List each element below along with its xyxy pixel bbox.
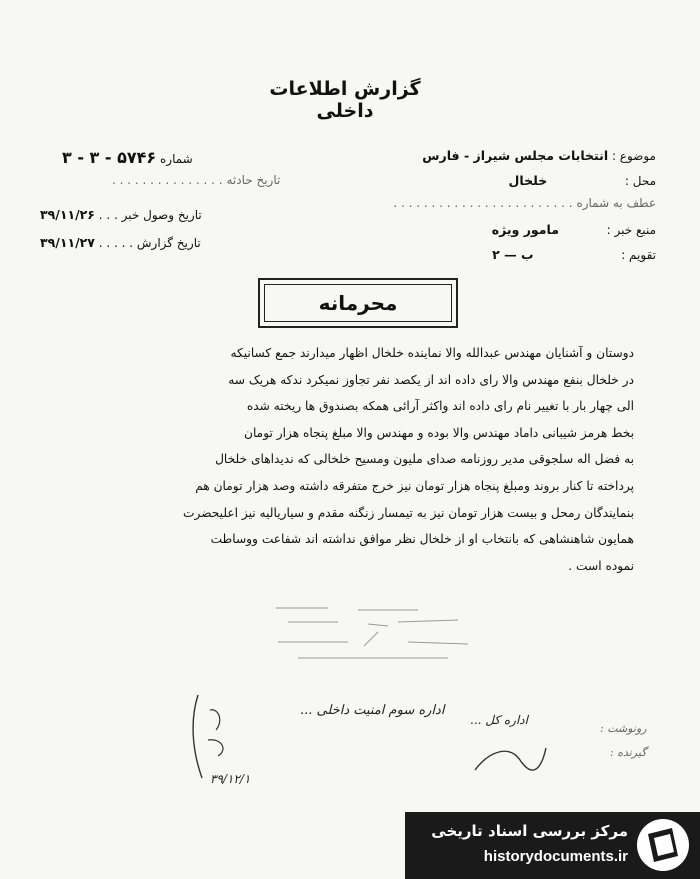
body-line: در خلخال بنفع مهندس والا رای داده اند از یکصد نفر تجاوز نمیکرد ندکه هریک سه	[228, 372, 634, 387]
receipt-date-label: تاریخ وصول خبر	[121, 208, 202, 222]
faint-stamp-mark	[268, 602, 478, 664]
archive-website: historydocuments.ir	[483, 848, 628, 865]
source-value: مامور ویژه	[491, 222, 559, 237]
reference-label: عطف به شماره	[576, 196, 656, 210]
subject-label: موضوع :	[611, 149, 656, 163]
archive-watermark	[405, 812, 700, 879]
location-row	[509, 173, 656, 188]
body-line: پرداخته تا کنار بروند ومبلغ پنجاه هزار تومان نیز خرج متفرقه داشته وصد هزار تومان هم	[195, 478, 634, 493]
margin-date-note: ۳۹/۱۲/۱	[210, 772, 251, 786]
classification-label: محرمانه	[264, 284, 452, 322]
evaluation-value: ب — ۲	[492, 247, 534, 262]
right-handwritten-note: اداره کل ...	[470, 713, 528, 727]
evaluation-label: تقویم :	[621, 248, 656, 262]
location-value: خلخال	[508, 173, 548, 188]
report-date-row: تاریخ گزارش . . . . . ۳۹/۱۱/۲۷	[40, 235, 201, 250]
incident-date-label: تاریخ حادثه	[226, 173, 281, 187]
receipt-date-value: ۳۹/۱۱/۲۶	[40, 207, 95, 222]
body-line: بنمایندگان رمحل و بیست هزار تومان نیز به تیمسار زنگنه مقدم و سیاریالیه نیز اعلیحضرت	[183, 505, 634, 520]
center-handwritten-note: اداره سوم امنیت داخلی ...	[300, 703, 445, 718]
number-value: ۵۷۴۶ - ۳ - ۳	[62, 148, 157, 167]
receipt-date-row: تاریخ وصول خبر . . . ۳۹/۱۱/۲۶	[40, 207, 202, 222]
report-date-label: تاریخ گزارش	[136, 236, 201, 250]
source-label: منبع خبر :	[606, 223, 656, 237]
archive-logo-icon	[634, 816, 692, 874]
body-line: بخط هرمز شیبانی داماد مهندس والا بوده و مهندس والا مبلغ پنجاه هزار تومان	[244, 425, 634, 440]
subject-value: انتخابات مجلس شیراز - فارس	[422, 148, 609, 163]
number-label: شماره	[159, 152, 193, 166]
margin-scribble-mark	[188, 690, 258, 780]
body-line: همایون شاهنشاهی که بانتخاب او از خلخال نظر موافق نداشته اند شفاعت ووساطت	[210, 532, 634, 547]
body-line: به فضل اله سلجوقی مدیر روزنامه صدای ملیون ومسیح خلخالی که ندیداهای خلخال	[215, 452, 634, 467]
body-line: نموده است .	[568, 558, 634, 573]
subject-row	[422, 148, 656, 163]
report-date-value: ۳۹/۱۱/۲۷	[40, 235, 95, 250]
location-label: محل :	[624, 174, 656, 188]
incident-date-row: تاریخ حادثه . . . . . . . . . . . . . . .	[112, 173, 281, 187]
reference-row: عطف به شماره . . . . . . . . . . . . . . . . . . . . . . . .	[393, 196, 656, 210]
copy-label: رونوشت :	[600, 722, 647, 735]
signature-scribble-mark	[470, 740, 550, 780]
number-row	[62, 148, 193, 167]
archive-org-name: مرکز بررسی اسناد تاریخی	[431, 822, 628, 840]
document-title: گزارش اطلاعات داخلی	[269, 78, 421, 122]
recipient-label: گیرنده :	[610, 746, 647, 759]
evaluation-row	[492, 247, 656, 262]
source-row	[492, 222, 656, 237]
body-line: الی چهار بار با تغییر نام رای داده اند واکثر آرائی همکه بصندوق ها ریخته شده	[246, 399, 634, 414]
classification-box	[258, 278, 458, 328]
report-body	[64, 340, 634, 579]
body-line: دوستان و آشنایان مهندس عبدالله والا نماینده خلخال اظهار میدارند جمع کسانیکه	[230, 346, 634, 360]
